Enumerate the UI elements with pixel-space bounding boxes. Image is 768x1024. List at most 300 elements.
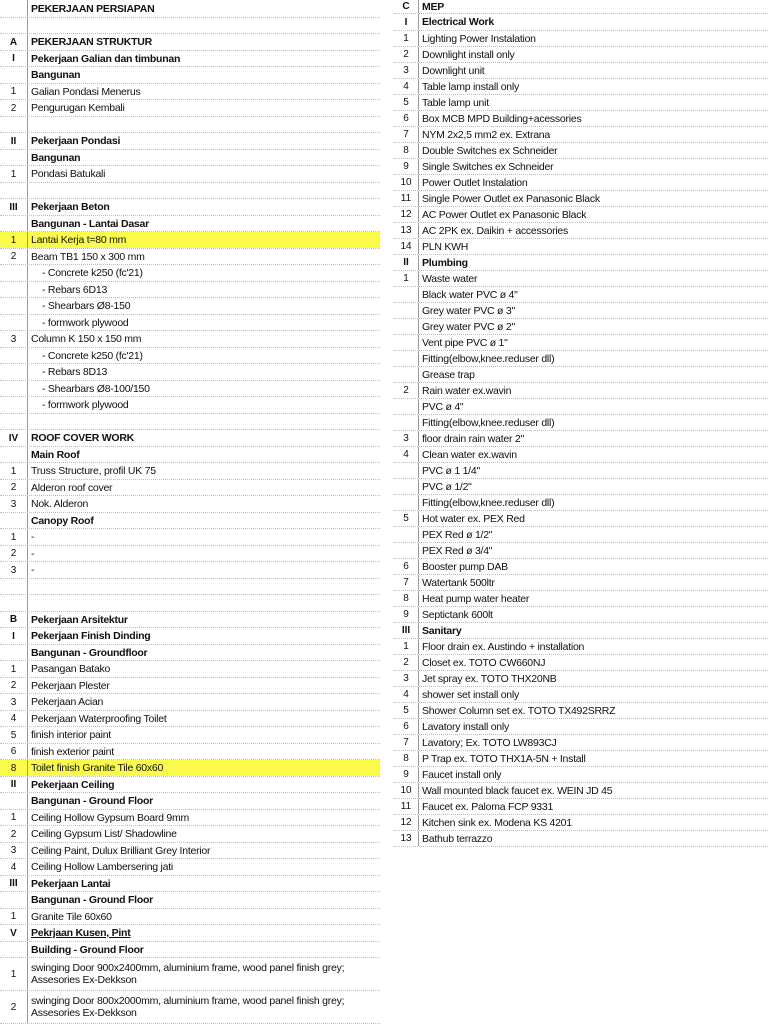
item-description-cell [28,546,380,561]
item-description-text: Single Power Outlet ex Panasonic Black [422,192,600,205]
section-header-row [0,793,380,810]
table-row [394,479,768,495]
item-description-cell [28,579,380,594]
item-number-cell: 5 [394,703,419,718]
item-description-text: Pasangan Batako [31,663,111,675]
item-number-cell [0,414,28,429]
item-description-text: Box MCB MPD Building+acessories [422,112,582,125]
item-number-cell [0,513,28,528]
item-description-cell [419,255,768,270]
item-description-text: Pekrjaan Kusen, Pint [31,927,131,939]
item-number-cell [394,367,419,382]
table-row [394,815,768,831]
table-row [0,414,380,430]
table-row [0,744,380,760]
table-row [394,223,768,239]
item-number-cell [0,793,28,809]
item-description-text: Sanitary [422,624,462,637]
item-description-text: Floor drain ex. Austindo + installation [422,640,585,653]
item-number-cell [394,495,419,510]
item-description-cell [28,612,380,627]
item-description-cell [28,661,380,677]
table-row [0,364,380,381]
item-number-cell: 4 [0,859,28,875]
item-number-cell: 1 [0,232,28,248]
item-description-text: Granite Tile 60x60 [31,910,112,923]
item-description-cell [419,767,768,782]
table-row [0,348,380,364]
item-description-text: Pekerjaan Pondasi [31,135,121,147]
item-description-text: Lantai Kerja t=80 mm [31,234,127,246]
item-description-text: Booster pump DAB [422,560,508,573]
table-row [0,661,380,678]
item-number-cell: 6 [394,111,419,126]
item-number-cell [0,645,28,660]
table-row [394,95,768,111]
item-description-text: Ceiling Hollow Lambersering jati [31,861,173,873]
item-description-text: Septictank 600lt [422,608,493,621]
item-number-cell: 7 [394,575,419,590]
item-description-cell [419,287,768,302]
item-number-cell [394,543,419,558]
table-row [0,958,380,991]
table-row [394,31,768,47]
item-description-text: Plumbing [422,256,468,269]
item-description-cell [419,559,768,574]
item-number-cell [0,397,28,413]
item-number-cell: 4 [0,711,28,726]
item-number-cell [0,18,28,33]
item-description-text: Waste water [422,272,478,285]
item-number-cell: 3 [394,431,419,446]
item-description-cell [28,826,380,842]
item-description-cell [419,799,768,814]
table-row [394,271,768,287]
item-description-cell [419,143,768,158]
item-number-cell: 1 [0,463,28,479]
table-row [394,239,768,255]
item-description-cell [28,84,380,99]
item-number-cell: IV [0,430,28,446]
item-number-cell: 12 [394,207,419,222]
item-description-text: PLN KWH [422,240,469,253]
item-description-cell [419,335,768,350]
item-description-text: Power Outlet Instalation [422,176,528,189]
table-row [394,527,768,543]
section-header-row [0,925,380,942]
table-row [0,859,380,876]
item-description-cell [419,703,768,718]
item-description-text: Bangunan [31,151,81,164]
item-number-cell [0,67,28,83]
item-description-text: MEP [422,0,445,13]
section-header-row [0,0,380,18]
table-row [0,315,380,331]
item-description-cell [28,958,380,990]
section-header-row [0,447,380,463]
item-number-cell [0,0,28,17]
item-description-cell [28,265,380,281]
table-row [394,159,768,175]
item-description-text: floor drain rain water 2" [422,432,524,445]
item-number-cell: 2 [394,47,419,62]
table-row [0,810,380,826]
item-description-cell [419,63,768,78]
item-number-cell [0,298,28,314]
item-number-cell [394,303,419,318]
item-number-cell [0,447,28,462]
item-number-cell: 2 [0,249,28,264]
item-number-cell: 1 [0,84,28,99]
item-description-cell [28,67,380,83]
item-description-text: Watertank 500ltr [422,576,495,589]
item-description-cell [28,133,380,149]
item-description-cell [28,694,380,710]
item-description-text: Lavatory; Ex. TOTO LW893CJ [422,736,557,749]
item-description-text: Shower Column set ex. TOTO TX492SRRZ [422,704,616,717]
item-description-text: Single Switches ex Schneider [422,160,554,173]
item-description-cell [419,95,768,110]
item-description-text: Bathub terrazzo [422,832,493,845]
table-row [394,751,768,767]
item-description-text: - [31,531,35,543]
item-description-text: Lighting Power Instalation [422,32,536,45]
item-number-cell: 3 [394,671,419,686]
item-description-text: swinging Door 800x2000mm, aluminium frame, wood panel finish grey; Assesories Ex-Dekkson [31,995,345,1019]
item-description-text: - [31,564,35,576]
item-description-text: - formwork plywood [42,316,129,329]
item-number-cell: 1 [394,31,419,46]
item-number-cell: 8 [0,760,28,776]
item-number-cell: 2 [394,655,419,670]
item-number-cell: 7 [394,127,419,142]
item-number-cell: 9 [394,159,419,174]
section-header-row [0,51,380,67]
item-description-cell [28,513,380,528]
item-description-cell [28,744,380,759]
table-row [0,331,380,348]
item-description-cell [419,159,768,174]
item-description-cell [419,239,768,254]
item-description-text: Pekerjaan Lantai [31,877,111,890]
item-description-text: Fitting(elbow,knee.reduser dll) [422,416,555,429]
item-number-cell: I [0,628,28,644]
item-number-cell [0,892,28,908]
item-description-cell [28,892,380,908]
item-number-cell: 1 [0,958,28,990]
item-number-cell: 11 [394,799,419,814]
section-header-row [0,199,380,216]
item-number-cell: 5 [0,727,28,743]
item-number-cell [394,479,419,494]
item-description-cell [419,31,768,46]
item-number-cell: 2 [0,678,28,693]
item-number-cell: 2 [0,826,28,842]
item-number-cell: 6 [0,744,28,759]
table-row [394,655,768,671]
section-header-row [0,612,380,628]
item-number-cell [394,527,419,542]
item-description-cell [419,399,768,414]
table-row [0,381,380,397]
item-description-cell [419,111,768,126]
table-row [394,127,768,143]
item-description-cell [28,183,380,198]
table-row [0,496,380,513]
item-description-cell [28,249,380,264]
item-description-cell [419,447,768,462]
item-description-text: Pekerjaan Beton [31,201,110,213]
item-number-cell: 1 [0,810,28,825]
table-row [394,399,768,415]
item-number-cell: 9 [394,607,419,622]
item-description-text: - Shearbars Ø8-150 [42,300,131,312]
item-number-cell [0,150,28,165]
item-description-cell [28,282,380,297]
item-description-text: Grease trap [422,368,475,381]
item-description-cell [419,511,768,526]
item-number-cell [394,335,419,350]
item-number-cell [394,463,419,478]
item-description-cell [419,751,768,766]
item-description-text: finish interior paint [31,729,111,741]
item-description-cell [28,166,380,182]
item-description-cell [419,607,768,622]
item-description-cell [28,331,380,347]
item-number-cell [394,319,419,334]
item-description-cell [419,127,768,142]
item-description-cell [419,463,768,478]
table-row [394,447,768,463]
item-number-cell: II [0,133,28,149]
item-description-cell [28,678,380,693]
item-description-text: Main Roof [31,448,80,461]
item-number-cell: 1 [0,166,28,182]
section-header-row [0,150,380,166]
table-row [0,166,380,183]
item-number-cell: 10 [394,175,419,190]
item-number-cell: 8 [394,751,419,766]
item-number-cell: I [0,51,28,66]
item-description-text: PEX Red ø 3/4" [422,544,493,557]
table-row [394,303,768,319]
item-description-cell [28,100,380,116]
item-number-cell: III [0,876,28,891]
item-description-cell [28,711,380,726]
table-row [394,431,768,447]
table-row [0,826,380,843]
item-description-cell [28,760,380,776]
table-row [0,249,380,265]
table-row [0,595,380,612]
item-description-cell [28,529,380,545]
table-row [0,529,380,546]
section-header-row [394,14,768,31]
item-description-text: - Rebars 6D13 [42,283,108,296]
item-description-text: Truss Structure, profil UK 75 [31,465,156,477]
section-header-row [0,645,380,661]
item-description-cell [28,480,380,495]
item-description-cell [28,991,380,1023]
item-description-text: Bangunan - Ground Floor [31,894,153,906]
table-row [394,511,768,527]
item-number-cell: 5 [394,511,419,526]
item-number-cell [0,942,28,957]
item-number-cell: 5 [394,95,419,110]
item-description-text: shower set install only [422,688,519,701]
item-number-cell: 4 [394,687,419,702]
item-description-cell [419,575,768,590]
item-description-cell [419,271,768,286]
item-description-cell [419,655,768,670]
item-description-text: Canopy Roof [31,514,94,527]
item-number-cell: 2 [394,383,419,398]
item-description-text: Beam TB1 150 x 300 mm [31,250,145,263]
section-header-row [0,34,380,51]
item-number-cell [394,415,419,430]
item-description-cell [419,207,768,222]
item-description-cell [28,909,380,924]
left-sheet-structure-architecture [0,0,380,1024]
item-number-cell [0,364,28,380]
item-number-cell: 3 [0,694,28,710]
item-number-cell: 8 [394,591,419,606]
item-description-text: Rain water ex.wavin [422,384,512,397]
item-number-cell: II [0,777,28,792]
right-sheet-mep [394,0,768,847]
section-header-row [394,623,768,639]
item-description-cell [28,216,380,231]
item-description-text: Faucet install only [422,768,502,781]
table-row [0,843,380,859]
item-number-cell: 1 [0,661,28,677]
item-description-text: Alderon roof cover [31,481,113,494]
item-description-cell [28,232,380,248]
table-row [394,783,768,799]
item-number-cell: III [0,199,28,215]
item-number-cell: C [394,0,419,13]
table-row [0,991,380,1024]
table-row [394,495,768,511]
table-row [394,799,768,815]
item-description-cell [419,351,768,366]
item-number-cell: 6 [394,719,419,734]
item-description-cell [419,671,768,686]
item-description-text: Bangunan [31,69,81,81]
item-number-cell [0,282,28,297]
item-description-cell [28,810,380,825]
table-row [394,671,768,687]
item-number-cell [0,595,28,611]
section-header-row [394,0,768,14]
item-description-text: Pengurugan Kembali [31,102,125,114]
item-description-text: finish exterior paint [31,745,114,758]
table-row [394,287,768,303]
item-description-cell [28,463,380,479]
table-row [0,397,380,414]
table-row [394,591,768,607]
item-description-cell [28,298,380,314]
item-description-cell [28,925,380,941]
item-description-text: Black water PVC ø 4" [422,288,518,301]
item-description-cell [28,150,380,165]
table-row [394,351,768,367]
item-number-cell: 2 [0,991,28,1023]
table-row [0,694,380,711]
table-row [394,719,768,735]
item-number-cell: 13 [394,831,419,846]
item-number-cell: A [0,34,28,50]
section-header-row [0,628,380,645]
item-description-text: Table lamp install only [422,80,519,93]
item-description-text: Bangunan - Ground Floor [31,795,153,807]
item-number-cell: B [0,612,28,627]
item-description-cell [28,727,380,743]
item-description-cell [419,719,768,734]
table-row [394,639,768,655]
item-description-text: Nok. Alderon [31,498,89,510]
table-row [0,909,380,925]
item-description-text: Building - Ground Floor [31,943,144,956]
table-row [394,415,768,431]
table-row [394,367,768,383]
item-description-cell [419,687,768,702]
item-description-cell [419,431,768,446]
item-description-text: Ceiling Hollow Gypsum Board 9mm [31,811,189,824]
item-description-text: - Shearbars Ø8-100/150 [42,382,150,395]
item-number-cell: 9 [394,767,419,782]
highlighted-row [0,232,380,249]
item-number-cell [0,579,28,594]
item-description-cell [419,14,768,30]
item-description-text: NYM 2x2,5 mm2 ex. Extrana [422,128,550,141]
item-number-cell: II [394,255,419,270]
item-description-text: - formwork plywood [42,399,129,411]
item-description-cell [28,496,380,512]
item-description-cell [28,793,380,809]
item-description-text: Grey water PVC ø 2" [422,320,515,333]
item-description-text: Column K 150 x 150 mm [31,333,142,345]
item-description-cell [419,495,768,510]
table-row [0,463,380,480]
item-description-cell [419,191,768,206]
item-description-text: ROOF COVER WORK [31,432,134,444]
item-description-text: PEKERJAAN STRUKTUR [31,36,152,48]
table-row [394,703,768,719]
item-description-text: Vent pipe PVC ø 1" [422,336,508,349]
item-description-cell [419,639,768,654]
item-description-text: PVC ø 4" [422,400,464,413]
item-description-text: Downlight unit [422,64,485,77]
item-description-text: Electrical Work [422,16,494,28]
item-description-text: Jet spray ex. TOTO THX20NB [422,672,557,685]
table-row [394,63,768,79]
table-row [394,47,768,63]
item-description-cell [28,447,380,462]
table-row [394,79,768,95]
item-description-text: Table lamp unit [422,96,489,109]
item-number-cell: 4 [394,447,419,462]
item-description-cell [419,591,768,606]
section-header-row [0,777,380,793]
item-description-cell [28,315,380,330]
item-description-cell [28,348,380,363]
item-description-cell [419,175,768,190]
item-number-cell: 6 [394,559,419,574]
item-description-cell [28,397,380,413]
item-description-cell [28,51,380,66]
item-description-cell [28,876,380,891]
